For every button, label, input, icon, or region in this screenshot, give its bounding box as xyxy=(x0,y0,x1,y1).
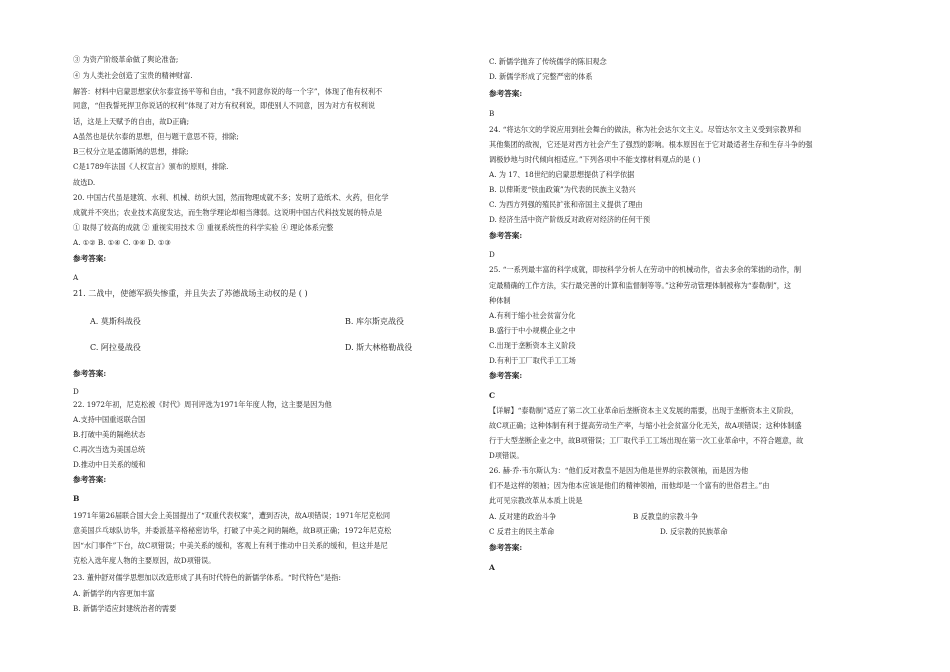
answer-value: A xyxy=(73,273,79,282)
option-b: B.打破中美的隔绝状态 xyxy=(73,430,146,439)
answer-value: C xyxy=(489,391,496,400)
option-a: A. 新儒学的内容更加丰富 xyxy=(73,589,155,598)
options-line: A. ①② B. ①④ C. ③④ D. ①③ xyxy=(73,238,171,247)
question-21: 21. 二战中，使德军损失惨重，并且失去了苏德战场主动权的是 ( ) xyxy=(73,289,308,298)
option-b: B. 新儒学适应封建统治者的需要 xyxy=(73,604,177,613)
option-a: A.有利于缩小社会贫富分化 xyxy=(489,311,576,320)
text-line: 解答：材料中启蒙思想家伏尔泰宣扬平等和自由，“我不同意你说的每一个字”，体现了他有权利不 xyxy=(73,87,383,96)
answer-heading: 参考答案: xyxy=(489,543,523,552)
text-line: B三权分立是孟德斯鸠的思想，排除; xyxy=(73,147,189,156)
option-c: C. 为西方列强的殖民扩张和帝国主义提供了理由 xyxy=(489,200,643,209)
option-d: D.推动中日关系的缓和 xyxy=(73,460,146,469)
text-line: 其他集团的敌视，它还是对西方社会产生了强烈的影响。根本原因在于它对最适者生存和生存斗争的强 xyxy=(489,140,813,149)
answer-heading: 参考答案: xyxy=(489,371,523,380)
option-d: D.有利于工厂取代手工工场 xyxy=(489,356,576,365)
explanation-line: 因“水门事件”下台，故C项错误；中美关系的缓和，客观上有利于推动中日关系的缓和，但这并是尼 xyxy=(73,541,388,550)
text-line: 定最精确的工作方法，实行最完善的计算和监督制等等。”这种劳动管理体制被称为“泰勒制”，这 xyxy=(489,281,792,290)
option-a: A. 反对建的政治斗争 xyxy=(489,512,557,521)
option-b: B. 库尔斯克战役 xyxy=(345,317,404,326)
answer-value: B xyxy=(73,494,80,503)
question-24: 24. “将达尔文的学说应用到社会舞台的做法，称为社会达尔文主义。尽管达尔文主义受到宗教界和 xyxy=(489,125,802,134)
explanation-line: D项错误。 xyxy=(489,451,524,460)
text-line: 同意，“但我誓死捍卫你说话的权利”体现了对方有权利说，即使别人不同意，因为对方有权利说 xyxy=(73,101,376,110)
option-d: D. 反宗教的民族革命 xyxy=(660,527,728,536)
option-c: C.再次当选为美国总统 xyxy=(73,445,146,454)
answer-heading: 参考答案: xyxy=(489,231,523,240)
question-22: 22. 1972年初，尼克松被《时代》周刊评选为1971年年度人物，这主要是因为他 xyxy=(73,400,332,409)
text-line: ④ 为人类社会创造了宝贵的精神财富. xyxy=(73,71,193,80)
option-c: C. 阿拉曼战役 xyxy=(90,343,141,352)
text-line: C是1789年法国《人权宣言》颁布的原则，排除. xyxy=(73,162,229,171)
option-b: B. 以俾斯麦“铁血政策”为代表的民族主义勃兴 xyxy=(489,185,636,194)
text-line: 们不是这样的领袖；因为他本应该是他们的精神领袖，而他却是一个富有的世俗君主。”由 xyxy=(489,481,770,490)
question-20: 20. 中国古代虽是建筑、水利、机械、纺织大国，然而物理成就不多；发明了造纸术、火药，但化学 xyxy=(73,193,389,202)
option-d: D. 经济生活中资产阶级反对政府对经济的任何干预 xyxy=(489,215,651,224)
explanation-line: 故C项正确；这种体制有利于提高劳动生产率，与缩小社会贫富分化无关，故A项错误；这种体制盛 xyxy=(489,421,802,430)
option-c: C.出现于垄断资本主义阶段 xyxy=(489,341,576,350)
answer-heading: 参考答案: xyxy=(73,369,107,378)
answer-heading: 参考答案: xyxy=(489,89,523,98)
explanation-line: 意美国乒乓球队访华，并委派基辛格秘密访华，打破了中美之间的隔绝，故B项正确；1972年尼克松 xyxy=(73,526,392,535)
explanation-line: 【详解】“泰勒制”适应了第二次工业革命后垄断资本主义发展的需要，出现于垄断资本主义阶段， xyxy=(489,406,799,415)
option-c: C. 新儒学抛弃了传统儒学的陈旧观念 xyxy=(489,57,607,66)
option-b: B.盛行于中小规模企业之中 xyxy=(489,326,576,335)
question-26: 26. 赫·乔·韦尔斯认为：“他们反对教皇不是因为他是世界的宗教领袖，而是因为他 xyxy=(489,466,749,475)
answer-value: D xyxy=(489,250,495,259)
option-d: D. 斯大林格勒战役 xyxy=(345,343,413,352)
answer-heading: 参考答案: xyxy=(73,475,107,484)
text-line: 此可见宗教改革从本质上说是 xyxy=(489,496,583,505)
option-c: C 反君主的民主革命 xyxy=(489,527,555,536)
option-a: A.支持中国重返联合国 xyxy=(73,415,146,424)
text-line: ③ 为资产阶级革命做了舆论准备; xyxy=(73,55,179,64)
question-23: 23. 董仲舒对儒学思想加以改造形成了具有时代特色的新儒学体系。“时代特色”是指: xyxy=(73,573,341,582)
text-line: A虽然也是伏尔泰的思想，但与题干意思不符，排除; xyxy=(73,132,239,141)
option-b: B 反教皇的宗教斗争 xyxy=(633,512,699,521)
text-line: 种体制 xyxy=(489,296,511,305)
question-25: 25. “一系列最丰富的科学成就，即按科学分析人在劳动中的机械动作，省去多余的笨拙的动作，制 xyxy=(489,265,802,274)
text-line: 成就并不突出；农业技术高度发达，而生物学理论却相当薄弱。这说明中国古代科技发展的特点是 xyxy=(73,208,383,217)
explanation-line: 行于大型垄断企业之中，故B项错误；工厂取代手工工场出现在第一次工业革命中，不符合题意，故 xyxy=(489,436,804,445)
answer-heading: 参考答案: xyxy=(73,254,107,263)
option-d: D. 新儒学形成了完整严密的体系 xyxy=(489,72,593,81)
statement-list: ① 取得了较高的成就 ② 重视实用技术 ③ 重视系统性的科学实验 ④ 理论体系完整 xyxy=(73,223,334,232)
explanation-line: 1971年第26届联合国大会上美国提出了“双重代表权案”，遭到否决，故A项错误；1971年尼克松同 xyxy=(73,511,391,520)
text-line: 话，这是上天赋予的自由，故D正确; xyxy=(73,117,189,126)
option-a: A. 为 17、18世纪的启蒙思想提供了科学依据 xyxy=(489,170,635,179)
text-line: 调极妙地与时代倾向相适应。”下列各项中不能支撑材料观点的是 ( ) xyxy=(489,155,701,164)
text-line: 故选D. xyxy=(73,178,96,187)
answer-value: D xyxy=(73,387,79,396)
answer-value: A xyxy=(489,563,495,572)
explanation-line: 克松入选年度人物的主要原因，故D项错误。 xyxy=(73,556,216,565)
option-a: A. 莫斯科战役 xyxy=(90,317,141,326)
answer-value: B xyxy=(489,109,495,118)
